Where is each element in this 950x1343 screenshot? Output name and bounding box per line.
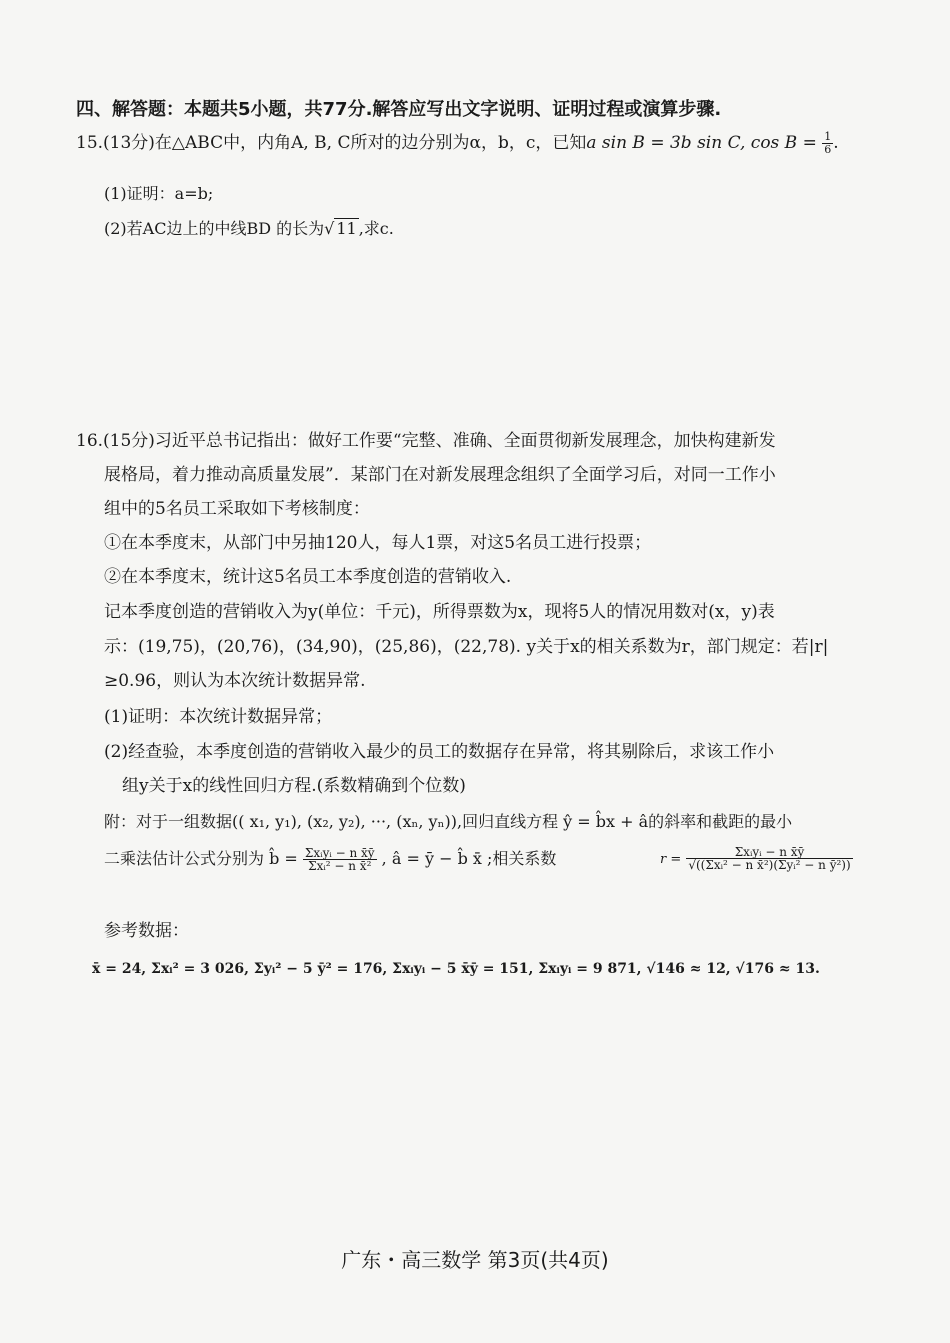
page-footer: 广东・高三数学 第3页(共4页): [341, 1248, 609, 1272]
ref-data: x̄ = 24, Σxᵢ² = 3 026, Σyᵢ² − 5 ȳ² = 176, Σxᵢyᵢ − 5 x̄ȳ = 151, Σxᵢyᵢ = 9 871, √146 ≈ 12, √176 ≈ 13.: [92, 961, 820, 977]
q15-part1: (1)证明：a=b;: [104, 184, 214, 203]
q15-stem: 15.(13分)在△ABC中，内角A, B, C所对的边分别为α，b，c，已知a sin B = 3b sin C, cos B = $\frac{1}{6}$ .: [76, 130, 839, 156]
q16-line2: 展格局，着力推动高质量发展”．某部门在对新发展理念组织了全面学习后，对同一工作小: [104, 465, 776, 485]
q15-part2-prefix: (2)若AC边上的中线BD 的长为: [104, 219, 325, 238]
q15-part2-suffix: ,求c.: [358, 219, 394, 238]
q16-part1: (1)证明：本次统计数据异常；: [104, 707, 333, 727]
ref-title: 参考数据：: [104, 921, 189, 941]
q15-part2: (2)若AC边上的中线BD 的长为√ 11 ,求c.: [104, 219, 394, 238]
q16-part2b: 组y关于x的线性回归方程.(系数精确到个位数): [122, 776, 466, 796]
q16-line1: 16.(15分)习近平总书记指出：做好工作要“完整、准确、全面贯彻新发展理念，加快构建新发: [76, 431, 776, 451]
q15-stem-math: a sin B = 3b sin C, cos B =: [586, 133, 823, 153]
q15-stem-text: 15.(13分)在△ABC中，内角A, B, C所对的边分别为α，b，c，已知: [76, 133, 587, 153]
q16-appendix1: 附：对于一组数据(( x₁, y₁), (x₂, y₂), ···, (xₙ, yₙ)),回归直线方程 ŷ = b̂x + â的斜率和截距的最小: [104, 812, 793, 831]
q16-line3: 组中的5名员工采取如下考核制度：: [104, 499, 370, 519]
cos-num: 1: [824, 130, 832, 143]
b-hat-formula: [104, 846, 556, 872]
q16-part2a: (2)经查验，本季度创造的营销收入最少的员工的数据存在异常，将其剔除后，求该工作小: [104, 742, 775, 762]
cos-den: 6: [824, 143, 832, 156]
q16-line7: 示：(19,75)，(20,76)，(34,90)，(25,86)，(22,78). y关于x的相关系数为r，部门规定：若|r|: [104, 637, 829, 657]
b-hat-den: Σxᵢ² − n x̄²: [308, 859, 372, 873]
b-hat-prefix: 二乘法估计公式分别为 b̂ =: [104, 849, 298, 868]
b-hat-fraction: [303, 847, 377, 872]
b-hat-num: Σxᵢyᵢ − n x̄ȳ: [304, 846, 375, 860]
q16-rule2: ②在本季度末，统计这5名员工本季度创造的营销收入.: [104, 567, 512, 587]
q16-rule1: ①在本季度末，从部门中另抽120人，每人1票，对这5名员工进行投票；: [104, 533, 652, 553]
r-formula: [660, 846, 853, 871]
q15-part2-sqrt: 11: [336, 219, 357, 238]
q16-line6: 记本季度创造的营销收入为y(单位：千元)，所得票数为x，现将5人的情况用数对(x，y)表: [104, 602, 775, 622]
r-label: r =: [660, 852, 682, 867]
q16-line8: ≥0.96，则认为本次统计数据异常.: [104, 671, 366, 691]
r-den: √((Σxᵢ² − n x̄²)(Σyᵢ² − n ȳ²)): [688, 858, 851, 872]
r-fraction: [686, 846, 852, 871]
r-num: Σxᵢyᵢ − n x̄ȳ: [686, 846, 852, 859]
a-hat-formula: , â = ȳ − b̂ x̄ ;相关系数: [381, 849, 557, 868]
cos-fraction: [822, 131, 833, 156]
section-title: 四、解答题：本题共5小题，共77分.解答应写出文字说明、证明过程或演算步骤.: [76, 99, 722, 120]
